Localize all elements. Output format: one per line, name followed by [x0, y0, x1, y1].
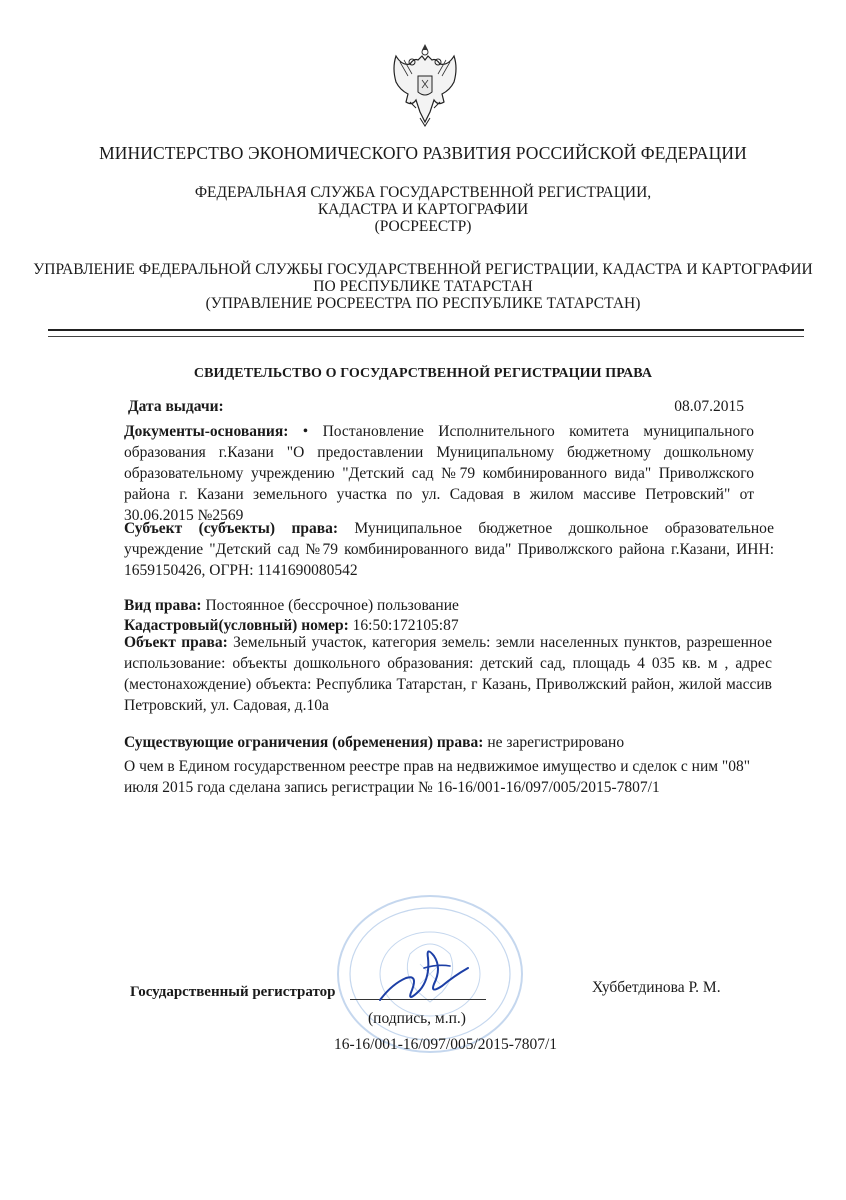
record-number-footer: 16-16/001-16/097/005/2015-7807/1 [334, 1036, 558, 1053]
issue-date-value: 08.07.2015 [674, 398, 744, 415]
certificate-title: СВИДЕТЕЛЬСТВО О ГОСУДАРСТВЕННОЙ РЕГИСТРАЦИИ ПРАВА [193, 366, 653, 381]
subject-label: Субъект (субъекты) права: [124, 520, 339, 537]
documents-basis [124, 421, 754, 526]
object-of-right [124, 632, 772, 716]
subject-text: Муниципальное бюджетное дошкольное образовательное учреждение "Детский сад №79 комбинированного вида" Приволжского района г.Казани, ИНН: 1659150426, ОГРН: 1141690080542 [124, 520, 774, 579]
registration-record: О чем в Едином государственном реестре прав на недвижимое имущество и сделок с ним "08" июля 2015 года сделана запись регистрации № 16-16/001-16/097/005/2015-7807/1 [124, 758, 751, 796]
double-headed-eagle-icon [386, 42, 464, 130]
documents-basis-label: Документы-основания: [124, 423, 289, 440]
cadastral-value: 16:50:172105:87 [348, 617, 459, 634]
handwritten-signature-icon [372, 938, 482, 1010]
object-text: Земельный участок, категория земель: земли населенных пунктов, разрешенное использование: объекты дошкольного образования: детский сад, площадь 4 035 кв. м , адрес (местонахождение) объекта: Республика Татарстан, г Казань, Приволжский район, жилой массив Петровский, ул. Садовая, д.10а [124, 634, 772, 714]
restrictions-text: не зарегистрировано [483, 734, 625, 751]
registrar-label: Государственный регистратор [130, 984, 336, 1000]
header-divider-thin [48, 336, 804, 337]
right-type-label: Вид права: [124, 597, 202, 614]
restrictions [124, 732, 764, 753]
ministry-heading: МИНИСТЕРСТВО ЭКОНОМИЧЕСКОГО РАЗВИТИЯ РОССИЙСКОЙ ФЕДЕРАЦИИ [99, 143, 747, 163]
directorate-line: (УПРАВЛЕНИЕ РОСРЕЕСТРА ПО РЕСПУБЛИКЕ ТАТАРСТАН) [205, 295, 641, 312]
subject-of-right [124, 518, 774, 581]
documents-basis-text: • Постановление Исполнительного комитета муниципального образования г.Казани "О предоставлении Муниципальному бюджетному дошкольному образовательному учреждению "Детский сад №79 комбинированного вида" Приволжского района г. Казани земельного участка по ул. Садовая в жилом массиве Петровский" от 30.06.2015 №2569 [124, 423, 754, 524]
directorate-line: ПО РЕСПУБЛИКЕ ТАТАРСТАН [313, 278, 533, 295]
federal-service-heading [0, 184, 846, 235]
federal-service-line: ФЕДЕРАЛЬНАЯ СЛУЖБА ГОСУДАРСТВЕННОЙ РЕГИСТРАЦИИ, [194, 184, 652, 201]
right-type-text: Постоянное (бессрочное) пользование [201, 597, 459, 614]
directorate-heading [0, 261, 846, 312]
signature-note: (подпись, м.п.) [368, 1010, 466, 1027]
federal-service-line: КАДАСТРА И КАРТОГРАФИИ [317, 201, 529, 218]
cadastral-label: Кадастровый(условный) номер: [124, 617, 349, 634]
right-type [124, 595, 764, 616]
object-label: Объект права: [124, 634, 228, 651]
registrar-name: Хуббетдинова Р. М. [592, 979, 721, 996]
issue-date-label: Дата выдачи: [128, 398, 224, 415]
directorate-line: УПРАВЛЕНИЕ ФЕДЕРАЛЬНОЙ СЛУЖБЫ ГОСУДАРСТВЕННОЙ РЕГИСТРАЦИИ, КАДАСТРА И КАРТОГРАФИИ [33, 261, 813, 278]
restrictions-label: Существующие ограничения (обременения) права: [124, 734, 484, 751]
header-divider-thick [48, 329, 804, 331]
federal-service-line: (РОСРЕЕСТР) [374, 218, 472, 235]
